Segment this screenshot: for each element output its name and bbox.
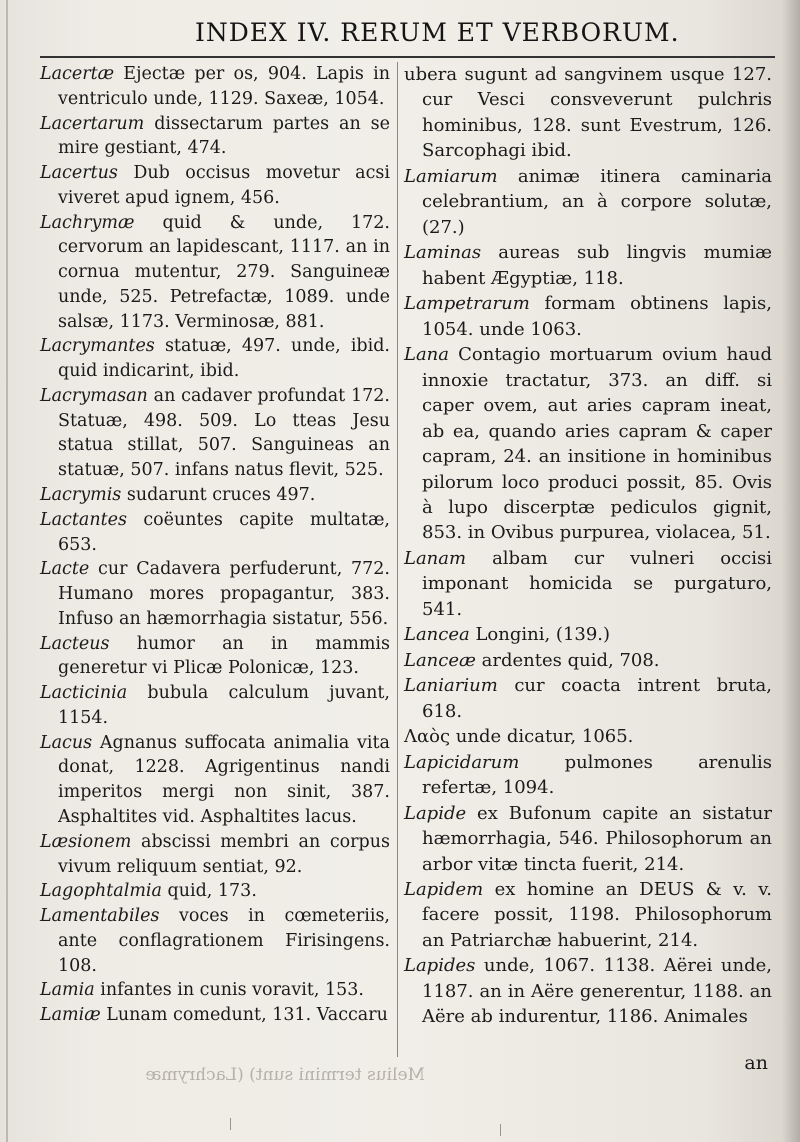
index-entry xyxy=(40,508,390,558)
entry-headword: Lamiæ xyxy=(40,1005,101,1026)
index-entry xyxy=(404,240,772,291)
entry-text: quid & unde, 172. cervorum an lapidescant, 1117. an in cornua mutentur, 279. Sanguineæ unde, 525. Petrefactæ, 1089. unde salsæ, 1173. Verminosæ, 881. xyxy=(58,212,390,332)
index-entry xyxy=(40,731,390,830)
index-entry xyxy=(40,112,390,162)
entry-text: ex Bufonum capite an sistatur hæmorrhagia, 546. Philosophorum an arbor vitæ tincta fuerit, 214. xyxy=(422,802,772,875)
entry-headword: Lapides xyxy=(404,955,476,977)
entry-text: dissectarum partes an se mire gestiant, 474. xyxy=(58,113,390,159)
entry-headword: Lactantes xyxy=(40,509,127,530)
entry-headword: Lacertarum xyxy=(40,113,145,134)
entry-headword: Lagophtalmia xyxy=(40,881,162,902)
entry-text: Ejectæ per os, 904. Lapis in ventriculo unde, 1129. Saxeæ, 1054. xyxy=(58,64,390,109)
index-entry xyxy=(404,648,772,673)
left-column xyxy=(40,62,390,1028)
entry-headword: Lacus xyxy=(40,732,93,753)
entry-text: Agnanus suffocata animalia vita donat, 1228. Agrigentinus nandi imperitos mergi non sinit, 387. Asphaltites vid. Asphaltites lacus. xyxy=(58,732,390,827)
entry-headword: Lacrymis xyxy=(40,485,122,506)
entry-headword: Lampetrarum xyxy=(404,293,530,315)
index-entry xyxy=(40,557,390,631)
entry-headword: Lanam xyxy=(404,547,467,569)
index-entry xyxy=(404,750,772,801)
entry-text: Longini, (139.) xyxy=(469,624,611,646)
entry-text: an cadaver profundat 172. Statuæ, 498. 509. Lo tteas Jesu statua stillat, 507. Sanguineas an statuæ, 507. infans natus flevit, 525. xyxy=(58,385,390,481)
entry-headword: Lacrymantes xyxy=(40,336,155,357)
index-entry xyxy=(404,342,772,546)
index-entry xyxy=(404,673,772,724)
index-entry xyxy=(404,724,772,749)
entry-text: cur Cadavera perfuderunt, 772. Humano mores propagantur, 383. Infuso an hæmorrhagia sistatur, 556. xyxy=(58,559,390,629)
entry-headword: Lacrymasan xyxy=(40,385,148,406)
index-entry xyxy=(404,291,772,342)
index-entry xyxy=(40,978,390,1003)
index-entry xyxy=(40,211,390,335)
index-entry xyxy=(404,62,772,164)
paper-mark xyxy=(230,1118,231,1130)
entry-text: Lunam comedunt, 131. Vaccaru xyxy=(100,1005,388,1026)
index-entry xyxy=(404,622,772,647)
index-entry xyxy=(40,904,390,978)
entry-headword: Lamiarum xyxy=(404,165,498,187)
entry-headword: Lapidem xyxy=(404,879,484,900)
entry-headword: Lacertus xyxy=(40,163,118,184)
entry-headword: Lanceæ xyxy=(404,649,476,671)
entry-text: pulmones arenulis refertæ, 1094. xyxy=(422,751,772,799)
index-entry xyxy=(40,62,390,112)
show-through-text: Melius termini sunt) (Lachrymæ xyxy=(145,1065,425,1085)
index-entry xyxy=(404,546,772,622)
index-entry xyxy=(404,953,772,1029)
entry-text: humor an in mammis generetur vi Plicæ Polonicæ, 123. xyxy=(58,633,390,679)
entry-text: bubula calculum juvant, 1154. xyxy=(58,683,390,728)
entry-text: statuæ, 497. unde, ibid. quid indicarint, ibid. xyxy=(58,336,390,382)
entry-text: infantes in cunis voravit, 153. xyxy=(94,980,364,1001)
index-entry xyxy=(40,483,390,508)
index-entry xyxy=(404,877,772,953)
entry-text: unde, 1067. 1138. Aërei unde, 1187. an in Aëre generentur, 1188. an Aëre ab indurentur, 1186. Animales xyxy=(422,955,772,1028)
entry-headword: Lana xyxy=(404,344,450,366)
index-entry xyxy=(40,879,390,904)
entry-text: coëuntes capite multatæ, 653. xyxy=(58,509,390,555)
index-entry xyxy=(40,384,390,483)
entry-text: formam obtinens lapis, 1054. unde 1063. xyxy=(422,293,772,340)
entry-headword: Læsionem xyxy=(40,831,132,852)
entry-text: quid, 173. xyxy=(161,881,257,902)
column-divider xyxy=(397,62,398,1057)
entry-headword: Lamia xyxy=(40,980,95,1001)
entry-text: Contagio mortuarum ovium haud innoxie tractatur, 373. an diff. si caper ovem, aut aries capram ineat, ab ea, quando aries capram & caper capram, 24. an insitione in hominibus pilorum loco produci possit, 85. Ovis à lupo discerptæ pediculos gignit, 853. in Ovibus purpurea, violacea, 51. xyxy=(422,344,772,544)
binding-edge xyxy=(6,0,8,1142)
entry-headword: Laniarium xyxy=(404,675,498,697)
entry-text: abscissi membri an corpus vivum reliquum sentiat, 92. xyxy=(58,831,390,877)
index-entry xyxy=(404,801,772,877)
entry-text: voces in cœmeteriis, ante conflagrationem Firisingens. 108. xyxy=(58,906,390,976)
page-edge-shadow xyxy=(782,0,800,1142)
entry-text: cur coacta intrent bruta, 618. xyxy=(422,675,772,722)
entry-text: ex homine an DEUS & v. v. facere possit, 1198. Philosophorum an Patriarchæ habuerint, 214. xyxy=(422,879,772,951)
entry-headword: Lapicidarum xyxy=(404,751,520,773)
index-entry xyxy=(40,830,390,880)
entry-headword: Lachrymæ xyxy=(40,212,135,233)
index-entry xyxy=(404,164,772,240)
entry-text: aureas sub lingvis mumiæ habent Ægyptiæ, 118. xyxy=(422,242,772,289)
entry-text: ubera sugunt ad sangvinem usque 127. cur Vesci consveverunt pulchris hominibus, 128. sunt Evestrum, 126. Sarcophagi ibid. xyxy=(404,64,772,162)
entry-headword: Lancea xyxy=(404,624,470,646)
running-head: INDEX IV. RERUM ET VERBORUM. xyxy=(195,18,680,47)
entry-headword: Lacertæ xyxy=(40,64,115,84)
entry-text: animæ itinera caminaria celebrantium, an à corpore solutæ, (27.) xyxy=(422,165,772,238)
entry-text: albam cur vulneri occisi imponant homicida se purgaturo, 541. xyxy=(422,547,772,620)
entry-text: ardentes quid, 708. xyxy=(475,649,660,671)
entry-text: Dub occisus movetur acsi viveret apud ignem, 456. xyxy=(58,163,390,208)
entry-headword: Lacteus xyxy=(40,633,110,654)
header-rule xyxy=(40,56,775,58)
paper-mark xyxy=(500,1124,501,1136)
catchword: an xyxy=(744,1052,768,1074)
entry-headword: Lacticinia xyxy=(40,683,128,704)
index-entry xyxy=(40,632,390,682)
index-entry xyxy=(40,334,390,384)
entry-headword: Lamentabiles xyxy=(40,906,160,927)
entry-headword: Lapide xyxy=(404,802,467,824)
index-entry xyxy=(40,161,390,211)
entry-text: sudarunt cruces 497. xyxy=(121,485,316,506)
index-entry xyxy=(40,1003,390,1028)
right-column xyxy=(404,62,772,1030)
entry-text: Λαὸς unde dicatur, 1065. xyxy=(404,726,634,748)
index-entry xyxy=(40,681,390,731)
entry-headword: Lacte xyxy=(40,559,90,580)
entry-headword: Laminas xyxy=(404,242,482,264)
